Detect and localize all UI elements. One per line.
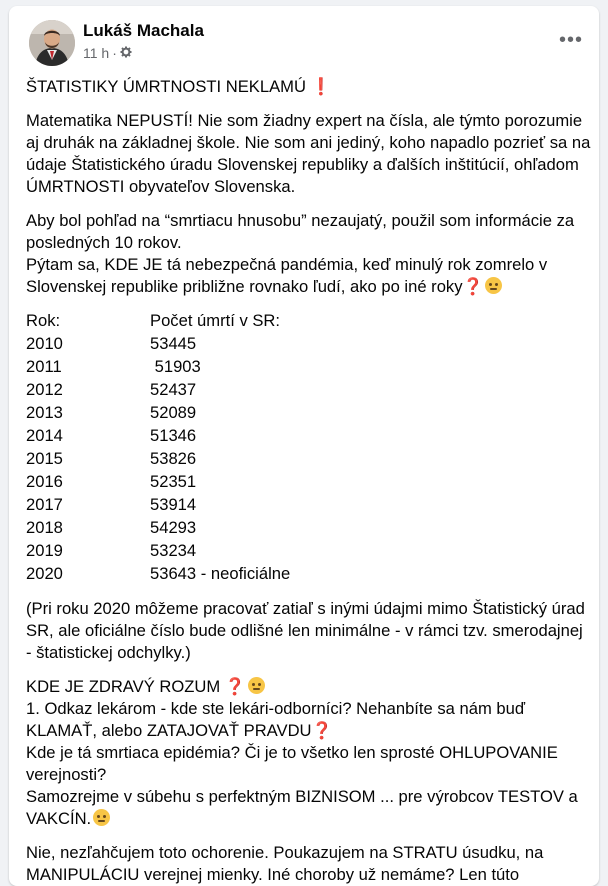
paragraph-method: Aby bol pohľad na “smrtiacu hnusobu” nezaujatý, použil som informácie za posledných 10 rokov. [26, 211, 575, 252]
table-row [26, 471, 290, 494]
row-count: 53643 - neoficiálne [150, 564, 291, 583]
row-count: 51346 [150, 426, 197, 445]
paragraph-intro: Matematika NEPUSTÍ! Nie som žiadny expert na čísla, ale týmto porozumie aj druhák na základnej škole. Nie som ani jediný, koho napadlo pozrieť sa na údaje Štatistického úradu Slovenskej republiky a ďalších inštitúcií, ohľadom ÚMRTNOSTI obyvateľov Slovenska. [26, 111, 591, 196]
line-business: Samozrejme v súbehu s perfektným BIZNISOM ... pre výrobcov TESTOV a VAKCÍN. [26, 787, 578, 828]
row-count: 53445 [150, 334, 197, 353]
section-title: KDE JE ZDRAVÝ ROZUM ❓ [26, 676, 592, 698]
paragraph-question: Pýtam sa, KDE JE tá nebezpečná pandémia, keď minulý rok zomrelo v Slovenskej republike približne rovnako ľudí, ako po iné roky❓ [26, 255, 548, 296]
header-count: Počet úmrtí v SR: [150, 311, 281, 330]
post-card [9, 6, 599, 886]
gear-icon[interactable] [120, 45, 132, 61]
separator: · [112, 45, 117, 61]
question-icon: ❓ [311, 721, 333, 740]
row-year: 2016 [26, 472, 63, 491]
paragraph-note: (Pri roku 2020 môžeme pracovať zatiaľ s inými údajmi mimo Štatistický úrad SR, ale oficiálne číslo bude odlišné len minimálne - v rámci tzv. smerodajnej - štatistickej odchylky.) [26, 599, 585, 662]
table-row [26, 448, 290, 471]
row-count: 52437 [150, 380, 197, 399]
post-time[interactable]: 11 h [83, 45, 110, 61]
row-count: 54293 [150, 518, 197, 537]
table-row [26, 517, 290, 540]
thinking-face-icon [93, 809, 110, 826]
row-year: 2019 [26, 541, 63, 560]
paragraph-closing: Nie, nezľahčujem toto ochorenie. Poukazujem na STRATU úsudku, na MANIPULÁCIU verejnej mienky. Iné choroby už nemáme? Len túto [26, 843, 544, 884]
row-year: 2014 [26, 426, 63, 445]
avatar[interactable] [29, 20, 75, 66]
mortality-table [26, 310, 290, 586]
exclamation-icon: ❗ [310, 77, 332, 96]
table-row [26, 494, 290, 517]
row-count: 53234 [150, 541, 197, 560]
line-epidemic: Kde je tá smrtiaca epidémia? Či je to všetko len sprosté OHLUPOVANIE verejnosti? [26, 743, 558, 784]
row-year: 2011 [26, 357, 62, 376]
table-row [26, 333, 290, 356]
thinking-face-icon [485, 277, 502, 294]
table-header [26, 310, 290, 333]
more-horizontal-icon[interactable]: ••• [558, 29, 583, 51]
post-content [26, 76, 592, 886]
table-row [26, 563, 290, 586]
row-year: 2013 [26, 403, 63, 422]
row-count: 53914 [150, 495, 197, 514]
row-year: 2020 [26, 564, 63, 583]
row-year: 2018 [26, 518, 63, 537]
row-count: 53826 [150, 449, 197, 468]
table-row [26, 356, 290, 379]
row-year: 2010 [26, 334, 63, 353]
question-icon: ❓ [462, 277, 484, 296]
row-year: 2015 [26, 449, 63, 468]
table-row [26, 379, 290, 402]
row-count: 52351 [150, 472, 197, 491]
post-meta [83, 45, 132, 61]
line-doctors: 1. Odkaz lekárom - kde ste lekári-odborníci? Nehanbíte sa nám buď KLAMAŤ, alebo ZATAJOVAŤ PRAVDU❓ [26, 699, 526, 740]
row-count: 51903 [150, 357, 201, 376]
row-count: 52089 [150, 403, 197, 422]
question-icon: ❓ [224, 677, 246, 696]
header-year: Rok: [26, 311, 61, 330]
row-year: 2017 [26, 495, 63, 514]
table-row [26, 425, 290, 448]
post-title: ŠTATISTIKY ÚMRTNOSTI NEKLAMÚ ❗ [26, 77, 332, 96]
row-year: 2012 [26, 380, 63, 399]
author-name[interactable]: Lukáš Machala [83, 21, 204, 40]
table-row [26, 402, 290, 425]
table-row [26, 540, 290, 563]
smirk-face-icon [248, 677, 265, 694]
profile-photo [29, 20, 75, 66]
